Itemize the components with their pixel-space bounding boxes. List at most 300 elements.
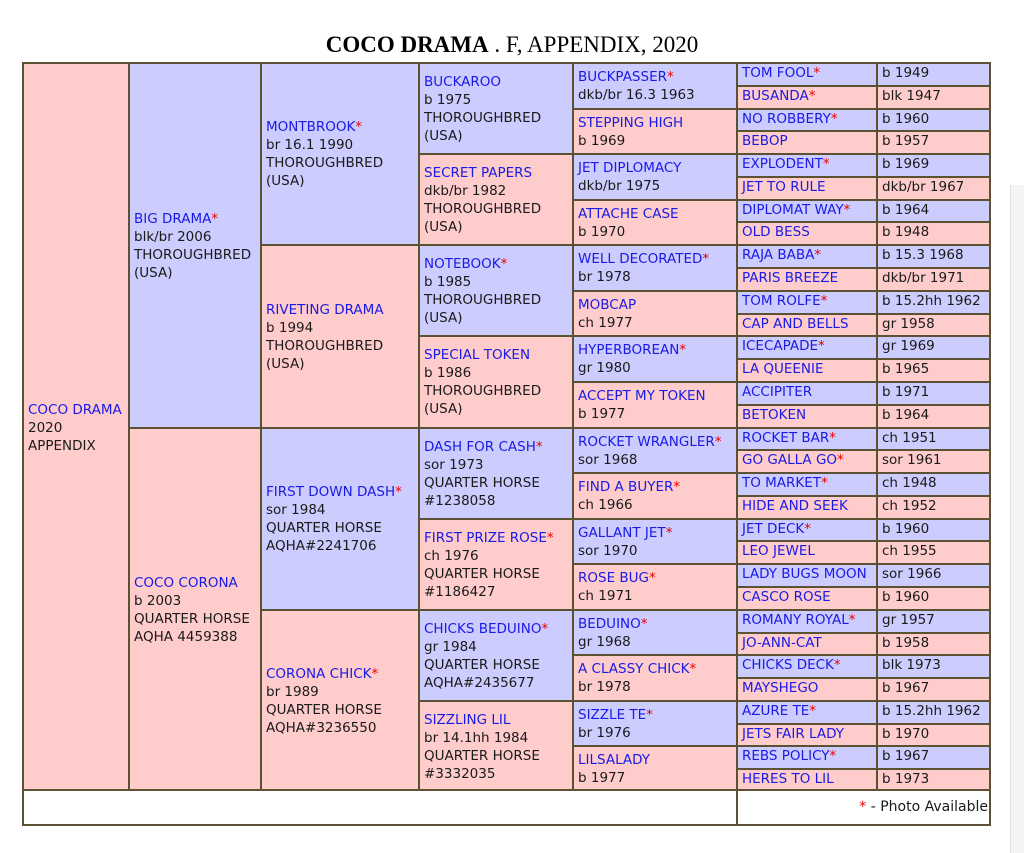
photo-star: * — [355, 119, 363, 135]
horse-detail: (USA) — [424, 401, 463, 417]
photo-star: * — [679, 342, 687, 358]
pedigree-cell-gen6-name — [736, 244, 878, 269]
horse-detail: THOROUGHBRED — [134, 246, 252, 263]
horse-detail: b 1970 — [882, 726, 930, 742]
horse-detail: THOROUGHBRED — [424, 383, 542, 399]
horse-name-link[interactable] — [424, 73, 568, 91]
photo-star: * — [809, 703, 817, 719]
pedigree-cell-gen5 — [572, 62, 738, 110]
horse-name-text: ACCIPITER — [742, 384, 813, 400]
horse-detail: b 1977 — [578, 770, 626, 786]
horse-detail: gr 1969 — [882, 338, 935, 354]
horse-name-link[interactable] — [742, 338, 872, 355]
page-title — [0, 32, 1024, 58]
photo-star: * — [822, 156, 830, 172]
scrollbar[interactable] — [1010, 185, 1024, 853]
pedigree-cell-gen6-name — [736, 335, 878, 360]
pedigree-cell-gen6-info — [876, 358, 991, 383]
pedigree-cell-gen5 — [572, 654, 738, 702]
photo-star: * — [371, 666, 379, 682]
horse-detail: gr 1968 — [578, 633, 631, 650]
pedigree-cell-gen6-name — [736, 586, 878, 611]
photo-star: * — [535, 438, 543, 455]
horse-name-text: BEBOP — [742, 133, 788, 149]
horse-detail: ch 1976 — [424, 547, 479, 564]
horse-name-text: HERES TO LIL — [742, 771, 834, 787]
pedigree-cell-gen6-info — [876, 518, 991, 542]
pedigree-cell-gen6-name — [736, 518, 878, 542]
horse-detail: b 1969 — [882, 156, 930, 172]
pedigree-cell-gen6-name — [736, 472, 878, 497]
horse-detail: br 1978 — [578, 269, 631, 285]
pedigree-cell-gen4 — [418, 62, 574, 155]
horse-name-link[interactable] — [424, 255, 568, 273]
pedigree-cell-gen6-info — [876, 723, 991, 747]
horse-detail: ch 1955 — [882, 543, 937, 559]
horse-name-text: REBS POLICY — [742, 748, 830, 764]
photo-star: * — [843, 202, 851, 218]
horse-name-link[interactable] — [742, 566, 872, 583]
horse-name-text: ROCKET BAR — [742, 430, 830, 446]
pedigree-cell-gen5 — [572, 472, 738, 520]
horse-detail: THOROUGHBRED — [266, 337, 384, 354]
horse-name-text: FIRST DOWN DASH — [266, 484, 396, 500]
horse-name-text: ROMANY ROYAL — [742, 612, 849, 628]
horse-name-text: JET TO RULE — [742, 179, 826, 195]
horse-name-link[interactable] — [424, 529, 568, 547]
horse-name-text: JET DECK — [742, 521, 805, 537]
pedigree-cell-gen2 — [128, 427, 262, 793]
horse-name-text: DIPLOMAT WAY — [742, 202, 844, 218]
pedigree-cell-gen6-info — [876, 654, 991, 679]
pedigree-cell-gen6-info — [876, 130, 991, 155]
horse-name-link[interactable] — [578, 478, 732, 496]
pedigree-cell-gen6-name — [736, 632, 878, 656]
horse-name-link[interactable] — [578, 341, 732, 359]
horse-detail: QUARTER HORSE — [134, 611, 250, 627]
horse-name-text: SIZZLING LIL — [424, 711, 511, 728]
pedigree-cell-gen5 — [572, 153, 738, 201]
pedigree-cell-gen6-name — [736, 290, 878, 315]
horse-name-text: JET DIPLOMACY — [578, 160, 682, 176]
photo-star: * — [500, 255, 508, 272]
horse-name-link[interactable] — [742, 657, 872, 674]
horse-detail: ch 1951 — [882, 430, 937, 446]
horse-name-link[interactable] — [742, 543, 872, 560]
pedigree-cell-gen6-name — [736, 723, 878, 747]
pedigree-cell-gen4 — [418, 244, 574, 337]
horse-name-text: JO-ANN-CAT — [742, 635, 822, 651]
horse-detail: ch 1977 — [578, 314, 633, 331]
horse-name-link[interactable] — [266, 301, 414, 319]
pedigree-cell-gen4 — [418, 609, 574, 702]
horse-name-text: GO GALLA GO — [742, 452, 838, 468]
photo-star: * — [808, 88, 816, 104]
horse-name-text: LA QUEENIE — [742, 361, 824, 377]
pedigree-cell-gen6-info — [876, 700, 991, 725]
pedigree-cell-gen6-info — [876, 677, 991, 702]
horse-detail: blk/br 2006 — [134, 228, 212, 245]
footer-left-empty — [22, 789, 738, 826]
title-horse-name: COCO DRAMA — [325, 32, 489, 57]
horse-detail: dkb/br 1967 — [882, 179, 965, 195]
horse-detail: b 1960 — [882, 521, 930, 537]
horse-name-link[interactable] — [266, 483, 414, 501]
pedigree-cell-gen6-info — [876, 563, 991, 588]
horse-name-link[interactable] — [742, 407, 872, 424]
horse-detail: sor 1973 — [424, 456, 484, 473]
horse-detail: b 1948 — [882, 224, 930, 240]
horse-name-link[interactable] — [578, 660, 732, 678]
photo-star: * — [820, 293, 828, 309]
horse-name-text: COCO CORONA — [134, 575, 238, 591]
horse-name-link[interactable] — [578, 751, 732, 769]
photo-star: * — [666, 69, 674, 85]
horse-name-link[interactable] — [424, 438, 568, 456]
horse-name-link[interactable] — [742, 475, 872, 492]
horse-name-link[interactable] — [742, 703, 872, 720]
horse-name-text: MAYSHEGO — [742, 680, 819, 696]
pedigree-cell-gen6-name — [736, 700, 878, 725]
horse-detail: dkb/br 16.3 1963 — [578, 87, 695, 103]
pedigree-cell-gen5 — [572, 244, 738, 292]
horse-detail: QUARTER HORSE — [424, 565, 540, 582]
horse-detail: br 1978 — [578, 679, 631, 695]
pedigree-cell-gen3 — [260, 609, 420, 793]
horse-detail: b 1977 — [578, 406, 626, 422]
pedigree-cell-gen5 — [572, 700, 738, 747]
horse-name-text: NO ROBBERY — [742, 111, 831, 127]
horse-name-link[interactable] — [742, 726, 872, 743]
horse-name-link[interactable] — [742, 224, 872, 241]
photo-star: * — [640, 615, 648, 632]
horse-name-text: TOM ROLFE — [742, 293, 821, 309]
horse-name-link[interactable] — [742, 771, 872, 788]
horse-name-link[interactable] — [578, 387, 732, 405]
horse-detail: b 1969 — [578, 132, 626, 149]
horse-detail: b 1973 — [882, 771, 930, 787]
photo-star: * — [541, 620, 549, 637]
pedigree-cell-gen6-info — [876, 62, 991, 87]
horse-name-link[interactable] — [742, 133, 872, 150]
horse-name-text: LADY BUGS MOON — [742, 566, 867, 582]
photo-star: * — [649, 570, 656, 586]
horse-name-link[interactable] — [578, 68, 732, 86]
photo-star: * — [848, 612, 856, 628]
photo-star: * — [702, 251, 710, 267]
pedigree-cell-gen6-name — [736, 176, 878, 201]
photo-star: * — [813, 65, 821, 81]
horse-detail: gr 1957 — [882, 612, 935, 628]
pedigree-cell-gen6-info — [876, 290, 991, 315]
pedigree-cell-gen6-name — [736, 267, 878, 292]
horse-name-text: GALLANT JET — [578, 524, 666, 541]
horse-detail: THOROUGHBRED — [266, 155, 384, 171]
pedigree-cell-gen6-info — [876, 85, 991, 110]
horse-name-link[interactable] — [742, 65, 872, 82]
horse-name-link[interactable] — [266, 118, 414, 136]
horse-detail: (USA) — [134, 264, 173, 281]
pedigree-cell-gen6-info — [876, 540, 991, 565]
horse-detail: AQHA#2435677 — [424, 674, 535, 691]
pedigree-cell-gen4 — [418, 427, 574, 520]
horse-detail: AQHA#3236550 — [266, 720, 377, 736]
horse-name-link[interactable] — [742, 498, 872, 515]
horse-name-link[interactable] — [578, 433, 732, 451]
horse-detail: br 16.1 1990 — [266, 137, 354, 153]
photo-star: * — [211, 210, 219, 227]
pedigree-cell-gen6-name — [736, 677, 878, 702]
horse-detail: blk 1947 — [882, 88, 941, 104]
horse-name-link[interactable] — [742, 680, 872, 697]
horse-name-link[interactable] — [742, 88, 872, 105]
horse-name-link[interactable] — [578, 205, 732, 223]
horse-name-text: BIG DRAMA — [134, 210, 212, 227]
horse-name-link[interactable] — [742, 635, 872, 652]
horse-detail: 2020 — [28, 419, 63, 436]
legend-star: * — [859, 799, 867, 815]
photo-star: * — [546, 529, 554, 546]
pedigree-cell-gen6-info — [876, 176, 991, 201]
horse-name-text: OLD BESS — [742, 224, 810, 240]
horse-detail: (USA) — [424, 309, 463, 326]
pedigree-cell-gen6-name — [736, 654, 878, 679]
pedigree-cell-gen6-info — [876, 153, 991, 178]
horse-detail: QUARTER HORSE — [424, 656, 540, 673]
horse-name-link[interactable] — [742, 316, 872, 333]
title-details: . F, APPENDIX, 2020 — [488, 32, 699, 57]
horse-name-text: RIVETING DRAMA — [266, 301, 384, 318]
pedigree-cell-gen2 — [128, 62, 262, 429]
horse-name-link[interactable] — [742, 156, 872, 173]
horse-name-link[interactable] — [742, 452, 872, 469]
horse-name-link[interactable] — [424, 164, 568, 182]
horse-name-link[interactable] — [578, 615, 732, 633]
photo-star: * — [837, 452, 844, 468]
horse-detail: dkb/br 1971 — [882, 270, 965, 286]
horse-name-link[interactable] — [742, 293, 872, 310]
horse-name-link[interactable] — [742, 202, 872, 219]
horse-detail: ch 1948 — [882, 475, 937, 491]
pedigree-cell-gen6-name — [736, 358, 878, 383]
horse-name-link[interactable] — [424, 620, 568, 638]
horse-detail: b 1967 — [882, 748, 930, 764]
pedigree-cell-gen6-info — [876, 108, 991, 132]
horse-name-text: MOBCAP — [578, 296, 637, 313]
horse-detail: b 1994 — [266, 319, 314, 336]
horse-name-link[interactable] — [134, 574, 256, 592]
horse-detail: gr 1958 — [882, 316, 935, 332]
legend-text: - Photo Available — [866, 799, 988, 815]
pedigree-cell-gen6-name — [736, 540, 878, 565]
horse-detail: QUARTER HORSE — [266, 520, 382, 536]
horse-name-link[interactable] — [742, 384, 872, 401]
horse-detail: #3332035 — [424, 765, 496, 782]
horse-detail: sor 1970 — [578, 542, 638, 559]
horse-name-link[interactable] — [578, 159, 732, 177]
pedigree-cell-gen6-name — [736, 313, 878, 337]
horse-name-text: SIZZLE TE — [578, 706, 647, 723]
horse-detail: #1186427 — [424, 583, 496, 600]
horse-name-link[interactable] — [578, 250, 732, 268]
horse-name-text: TO MARKET — [742, 475, 822, 491]
horse-detail: ch 1966 — [578, 497, 633, 513]
horse-name-text: MONTBROOK — [266, 119, 356, 135]
pedigree-cell-gen6-info — [876, 335, 991, 360]
horse-detail: #1238058 — [424, 492, 496, 509]
horse-name-link[interactable] — [742, 179, 872, 196]
pedigree-cell-gen6-info — [876, 221, 991, 246]
horse-name-link[interactable] — [742, 270, 872, 287]
pedigree-cell-gen6-name — [736, 130, 878, 155]
pedigree-cell-gen6-name — [736, 199, 878, 223]
horse-name-link[interactable] — [578, 296, 732, 314]
horse-detail: b 1949 — [882, 65, 930, 81]
pedigree-cell-gen6-name — [736, 495, 878, 520]
pedigree-cell-gen6-name — [736, 609, 878, 634]
horse-detail: br 1976 — [578, 724, 631, 741]
photo-star: * — [665, 524, 673, 541]
horse-name-text: CORONA CHICK — [266, 666, 372, 682]
horse-name-text: BUCKAROO — [424, 73, 502, 90]
photo-star: * — [689, 661, 697, 677]
photo-star: * — [714, 433, 722, 450]
photo-star: * — [829, 430, 836, 446]
horse-name-text: FIND A BUYER — [578, 479, 674, 495]
pedigree-cell-gen6-name — [736, 404, 878, 429]
horse-name-text: COCO DRAMA — [28, 401, 122, 418]
pedigree-cell-gen3 — [260, 427, 420, 611]
horse-name-text: ROCKET WRANGLER — [578, 433, 715, 450]
pedigree-cell-gen6-info — [876, 472, 991, 497]
pedigree-cell-gen6-info — [876, 632, 991, 656]
horse-name-link[interactable] — [578, 706, 732, 724]
horse-detail: QUARTER HORSE — [424, 747, 540, 764]
horse-name-link[interactable] — [742, 612, 872, 629]
pedigree-cell-gen6-name — [736, 745, 878, 770]
horse-detail: AQHA#2241706 — [266, 538, 377, 554]
horse-name-link[interactable] — [742, 247, 872, 264]
horse-name-link[interactable] — [28, 401, 124, 419]
photo-legend — [859, 799, 988, 815]
pedigree-cell-gen6-info — [876, 199, 991, 223]
pedigree-cell-gen6-info — [876, 609, 991, 634]
horse-name-text: CHICKS BEDUINO — [424, 620, 542, 637]
horse-name-text: RAJA BABA — [742, 247, 815, 263]
photo-star: * — [818, 338, 825, 354]
horse-name-text: BUCKPASSER — [578, 69, 667, 85]
pedigree-cell-gen6-name — [736, 427, 878, 451]
pedigree-cell-gen6-info — [876, 449, 991, 474]
horse-name-text: SECRET PAPERS — [424, 164, 533, 181]
horse-name-text: ICECAPADE — [742, 338, 819, 354]
horse-name-text: WELL DECORATED — [578, 251, 703, 267]
horse-detail: sor 1966 — [882, 566, 942, 582]
horse-name-text: CHICKS DECK — [742, 657, 834, 673]
horse-detail: (USA) — [266, 173, 305, 189]
horse-detail: sor 1984 — [266, 502, 326, 518]
horse-name-link[interactable] — [424, 346, 568, 364]
horse-detail: sor 1968 — [578, 451, 638, 468]
pedigree-cell-gen6-info — [876, 313, 991, 337]
pedigree-cell-gen6-name — [736, 108, 878, 132]
horse-name-text: DASH FOR CASH — [424, 438, 536, 455]
horse-name-link[interactable] — [578, 114, 732, 132]
horse-name-text: ACCEPT MY TOKEN — [578, 388, 706, 404]
horse-detail: b 15.3 1968 — [882, 247, 964, 263]
photo-star: * — [821, 475, 828, 491]
pedigree-cell-gen5 — [572, 381, 738, 429]
horse-detail: b 2003 — [134, 593, 182, 609]
horse-detail: b 1964 — [882, 407, 930, 423]
horse-detail: b 1967 — [882, 680, 930, 696]
pedigree-cell-subject — [22, 62, 130, 793]
horse-detail: THOROUGHBRED — [424, 200, 542, 217]
horse-detail: APPENDIX — [28, 437, 96, 454]
horse-name-link[interactable] — [742, 111, 872, 128]
horse-detail: b 1985 — [424, 273, 472, 290]
horse-name-text: NOTEBOOK — [424, 255, 501, 272]
pedigree-cell-gen3 — [260, 62, 420, 246]
pedigree-cell-gen5 — [572, 427, 738, 474]
horse-name-text: ATTACHE CASE — [578, 205, 679, 222]
pedigree-cell-gen5 — [572, 199, 738, 246]
horse-name-text: ROSE BUG — [578, 570, 650, 586]
horse-detail: AQHA 4459388 — [134, 629, 238, 645]
pedigree-cell-gen5 — [572, 609, 738, 656]
horse-detail: THOROUGHBRED — [424, 291, 542, 308]
horse-detail: b 1957 — [882, 133, 930, 149]
photo-star: * — [395, 484, 402, 500]
horse-name-link[interactable] — [742, 589, 872, 606]
pedigree-cell-gen6-name — [736, 62, 878, 87]
photo-star: * — [804, 521, 812, 537]
pedigree-cell-gen4 — [418, 700, 574, 793]
horse-name-link[interactable] — [742, 521, 872, 538]
horse-name-link[interactable] — [578, 524, 732, 542]
horse-name-text: LILSALADY — [578, 752, 651, 768]
horse-detail: b 1964 — [882, 202, 930, 218]
pedigree-cell-gen6-info — [876, 404, 991, 429]
pedigree-cell-gen6-name — [736, 563, 878, 588]
horse-detail: sor 1961 — [882, 452, 942, 468]
horse-name-text: CASCO ROSE — [742, 589, 831, 605]
horse-name-link[interactable] — [742, 430, 872, 447]
horse-name-text: STEPPING HIGH — [578, 114, 684, 131]
horse-name-link[interactable] — [742, 748, 872, 765]
pedigree-cell-gen5 — [572, 745, 738, 793]
horse-detail: (USA) — [424, 218, 463, 235]
horse-name-link[interactable] — [134, 210, 256, 228]
horse-name-link[interactable] — [742, 361, 872, 378]
pedigree-cell-gen6-name — [736, 221, 878, 246]
horse-detail: QUARTER HORSE — [424, 474, 540, 491]
horse-name-text: BUSANDA — [742, 88, 809, 104]
horse-name-link[interactable] — [578, 569, 732, 587]
horse-name-link[interactable] — [266, 665, 414, 683]
pedigree-cell-gen6-info — [876, 244, 991, 269]
pedigree-cell-gen3 — [260, 244, 420, 429]
horse-detail: b 1965 — [882, 361, 930, 377]
horse-detail: b 1986 — [424, 365, 472, 381]
pedigree-cell-gen5 — [572, 563, 738, 611]
pedigree-cell-gen5 — [572, 108, 738, 155]
pedigree-cell-gen6-info — [876, 267, 991, 292]
horse-name-text: JETS FAIR LADY — [742, 726, 845, 742]
horse-name-link[interactable] — [424, 711, 568, 729]
horse-detail: b 1970 — [578, 223, 626, 240]
horse-detail: blk 1973 — [882, 657, 941, 673]
